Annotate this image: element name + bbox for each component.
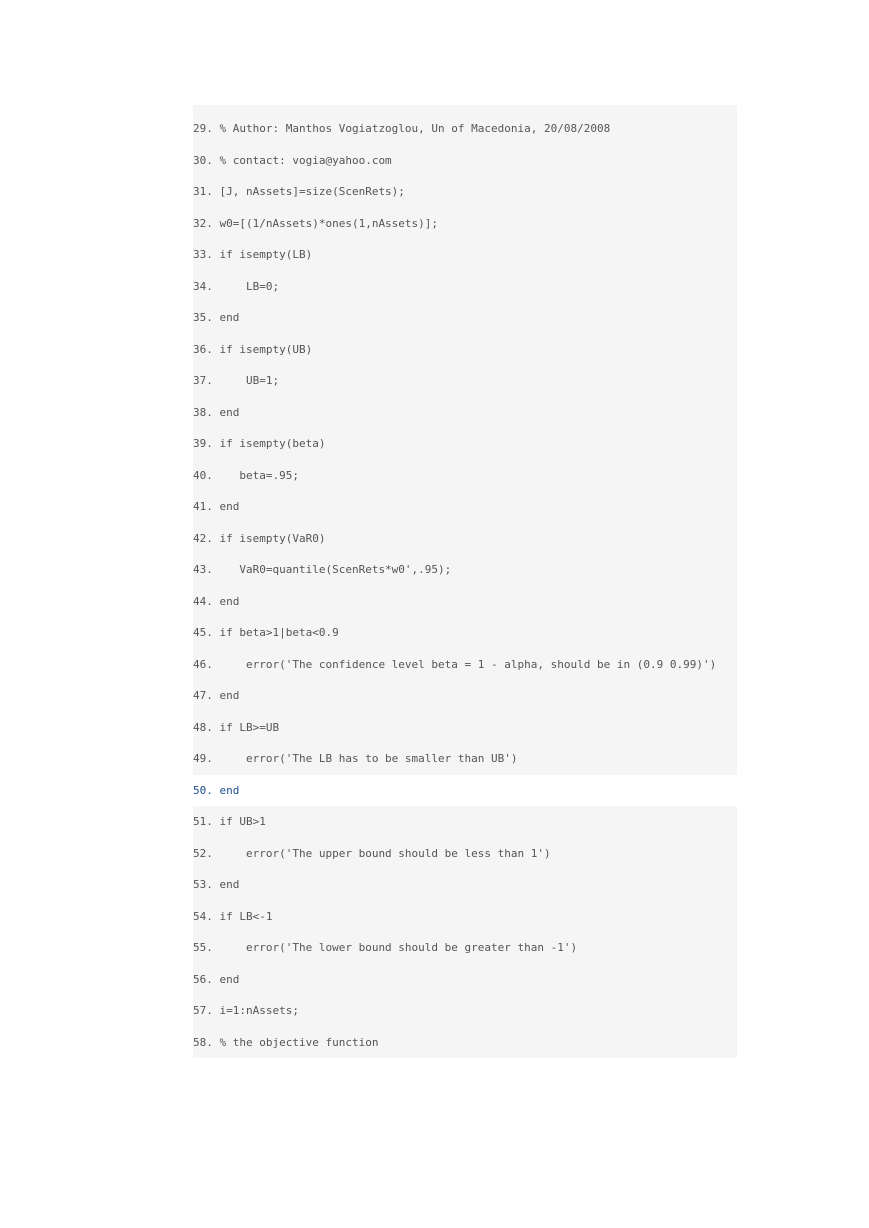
- code-line: [193, 586, 737, 618]
- line-number: 37.: [193, 374, 213, 387]
- line-number: 40.: [193, 468, 213, 482]
- code-line: [193, 523, 737, 555]
- code-line: [193, 271, 737, 303]
- code-line: [193, 176, 737, 208]
- line-number: 51.: [193, 815, 213, 828]
- code-line: [193, 365, 737, 397]
- line-number: 54.: [193, 909, 213, 923]
- line-number: 57.: [193, 1004, 213, 1017]
- line-code: if isempty(beta): [212, 437, 326, 450]
- line-code: % the objective function: [212, 1035, 379, 1049]
- line-number: 58.: [193, 1035, 213, 1049]
- line-code: if beta>1|beta<0.9: [212, 626, 339, 639]
- line-number: 43.: [193, 563, 213, 576]
- line-number: 45.: [193, 626, 213, 639]
- line-number: 42.: [193, 531, 213, 545]
- code-line: [193, 617, 737, 649]
- line-number: 44.: [193, 594, 213, 608]
- code-line: [193, 1027, 737, 1059]
- line-code: end: [212, 689, 240, 702]
- line-number: 47.: [193, 689, 213, 702]
- line-number: 32.: [193, 216, 213, 230]
- code-line-highlighted: [193, 775, 737, 807]
- code-line: [193, 145, 737, 177]
- line-number: 36.: [193, 342, 213, 356]
- line-code: LB=0;: [212, 279, 280, 293]
- line-code: if isempty(VaR0): [212, 531, 326, 545]
- line-code: if UB>1: [212, 815, 266, 828]
- line-code: % contact: vogia@yahoo.com: [212, 153, 392, 167]
- line-number: 50.: [193, 783, 213, 797]
- code-line: [193, 680, 737, 712]
- line-code: end: [212, 500, 240, 513]
- code-line: [193, 428, 737, 460]
- line-code: if LB>=UB: [212, 720, 280, 734]
- line-number: 29.: [193, 122, 213, 135]
- code-line: [193, 460, 737, 492]
- line-code: error('The LB has to be smaller than UB'): [212, 752, 518, 765]
- line-number: 34.: [193, 279, 213, 293]
- line-code: error('The upper bound should be less than 1'): [212, 846, 551, 860]
- code-line: [193, 302, 737, 334]
- line-code: if isempty(LB): [212, 248, 313, 261]
- code-line: [193, 712, 737, 744]
- line-code: beta=.95;: [212, 468, 299, 482]
- line-code: end: [212, 405, 240, 419]
- line-code: % Author: Manthos Vogiatzoglou, Un of Macedonia, 20/08/2008: [212, 122, 611, 135]
- line-number: 52.: [193, 846, 213, 860]
- line-code: error('The confidence level beta = 1 - alpha, should be in (0.9 0.99)'): [212, 657, 717, 671]
- line-code: VaR0=quantile(ScenRets*w0',.95);: [212, 563, 452, 576]
- line-number: 38.: [193, 405, 213, 419]
- code-listing: [193, 105, 737, 1058]
- code-line: [193, 491, 737, 523]
- line-number: 30.: [193, 153, 213, 167]
- line-number: 53.: [193, 878, 213, 891]
- code-line: [193, 105, 737, 145]
- line-number: 35.: [193, 311, 213, 324]
- line-code: UB=1;: [212, 374, 280, 387]
- line-number: 33.: [193, 248, 213, 261]
- line-number: 31.: [193, 185, 213, 198]
- line-code: end: [212, 972, 240, 986]
- code-line: [193, 743, 737, 775]
- code-line: [193, 806, 737, 838]
- code-line: [193, 554, 737, 586]
- code-line: [193, 649, 737, 681]
- line-number: 49.: [193, 752, 213, 765]
- code-line: [193, 239, 737, 271]
- code-line: [193, 901, 737, 933]
- code-line: [193, 838, 737, 870]
- code-line: [193, 397, 737, 429]
- line-code: end: [212, 783, 240, 797]
- line-code: error('The lower bound should be greater than -1'): [212, 941, 578, 954]
- line-number: 39.: [193, 437, 213, 450]
- line-code: if isempty(UB): [212, 342, 313, 356]
- line-code: w0=[(1/nAssets)*ones(1,nAssets)];: [212, 216, 439, 230]
- code-line: [193, 869, 737, 901]
- line-number: 56.: [193, 972, 213, 986]
- line-number: 46.: [193, 657, 213, 671]
- line-code: end: [212, 311, 240, 324]
- code-line: [193, 932, 737, 964]
- code-line: [193, 334, 737, 366]
- line-code: i=1:nAssets;: [212, 1004, 299, 1017]
- code-line: [193, 964, 737, 996]
- line-code: [J, nAssets]=size(ScenRets);: [212, 185, 405, 198]
- line-number: 55.: [193, 941, 213, 954]
- code-line: [193, 995, 737, 1027]
- code-line: [193, 208, 737, 240]
- line-code: if LB<-1: [212, 909, 273, 923]
- line-code: end: [212, 878, 240, 891]
- line-code: end: [212, 594, 240, 608]
- line-number: 41.: [193, 500, 213, 513]
- line-number: 48.: [193, 720, 213, 734]
